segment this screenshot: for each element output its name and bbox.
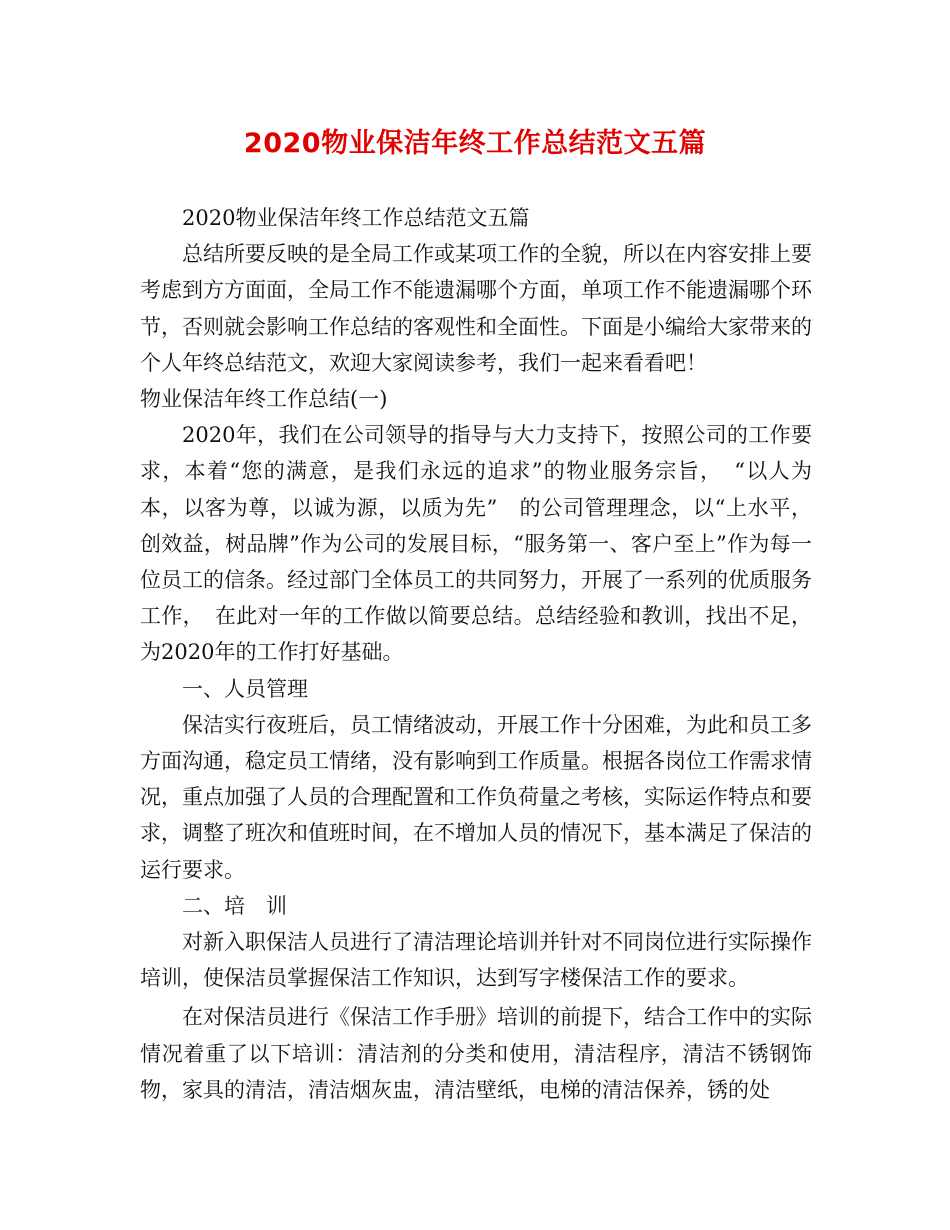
subtitle-paragraph: 2020物业保洁年终工作总结范文五篇	[182, 206, 530, 230]
intro-paragraph: 总结所要反映的是全局工作或某项工作的全貌，所以在内容安排上要考虑到方方面面，全局工作不能遗漏哪个方面，单项工作不能遗漏哪个环节，否则就会影响工作总结的客观性和全面性。下面是小编给大家带来的个人年终总结范文，欢迎大家阅读参考，我们一起来看看吧！	[140, 242, 812, 375]
personnel-paragraph: 保洁实行夜班后，员工情绪波动，开展工作十分困难，为此和员工多方面沟通，稳定员工情绪，没有影响到工作质量。根据各岗位工作需求情况，重点加强了人员的合理配置和工作负荷量之考核，实际运作特点和要求，调整了班次和值班时间，在不增加人员的情况下，基本满足了保洁的运行要求。	[140, 712, 812, 882]
heading-training: 二、培 训	[182, 893, 287, 918]
section-heading-summary-1: 物业保洁年终工作总结(一)	[140, 387, 388, 412]
training-paragraph-1: 对新入职保洁人员进行了清洁理论培训并针对不同岗位进行实际操作培训，使保洁员掌握保洁工作知识，达到写字楼保洁工作的要求。	[140, 930, 812, 991]
heading-personnel-management: 一、人员管理	[182, 676, 308, 701]
overview-paragraph: 2020年，我们在公司领导的指导与大力支持下，按照公司的工作要求，本着“您的满意，是我们永远的追求”的物业服务宗旨， “以人为本，以客为尊，以诚为源，以质为先” 的公司管理理念，以“上水平，创效益，树品牌”作为公司的发展目标，“服务第一、客户至上”作为每一位员工的信条。经过部门全体员工的共同努力，开展了一系列的优质服务工作， 在此对一年的工作做以简要总结。总结经验和教训，找出不足，为2020年的工作打好基础。	[140, 423, 812, 665]
document-body	[140, 200, 812, 1108]
training-paragraph-2: 在对保洁员进行《保洁工作手册》培训的前提下，结合工作中的实际情况着重了以下培训：清洁剂的分类和使用，清洁程序，清洁不锈钢饰物，家具的清洁，清洁烟灰盅，清洁壁纸，电梯的清洁保养，锈的处	[140, 1005, 812, 1102]
document-title: 2020物业保洁年终工作总结范文五篇	[243, 128, 707, 159]
